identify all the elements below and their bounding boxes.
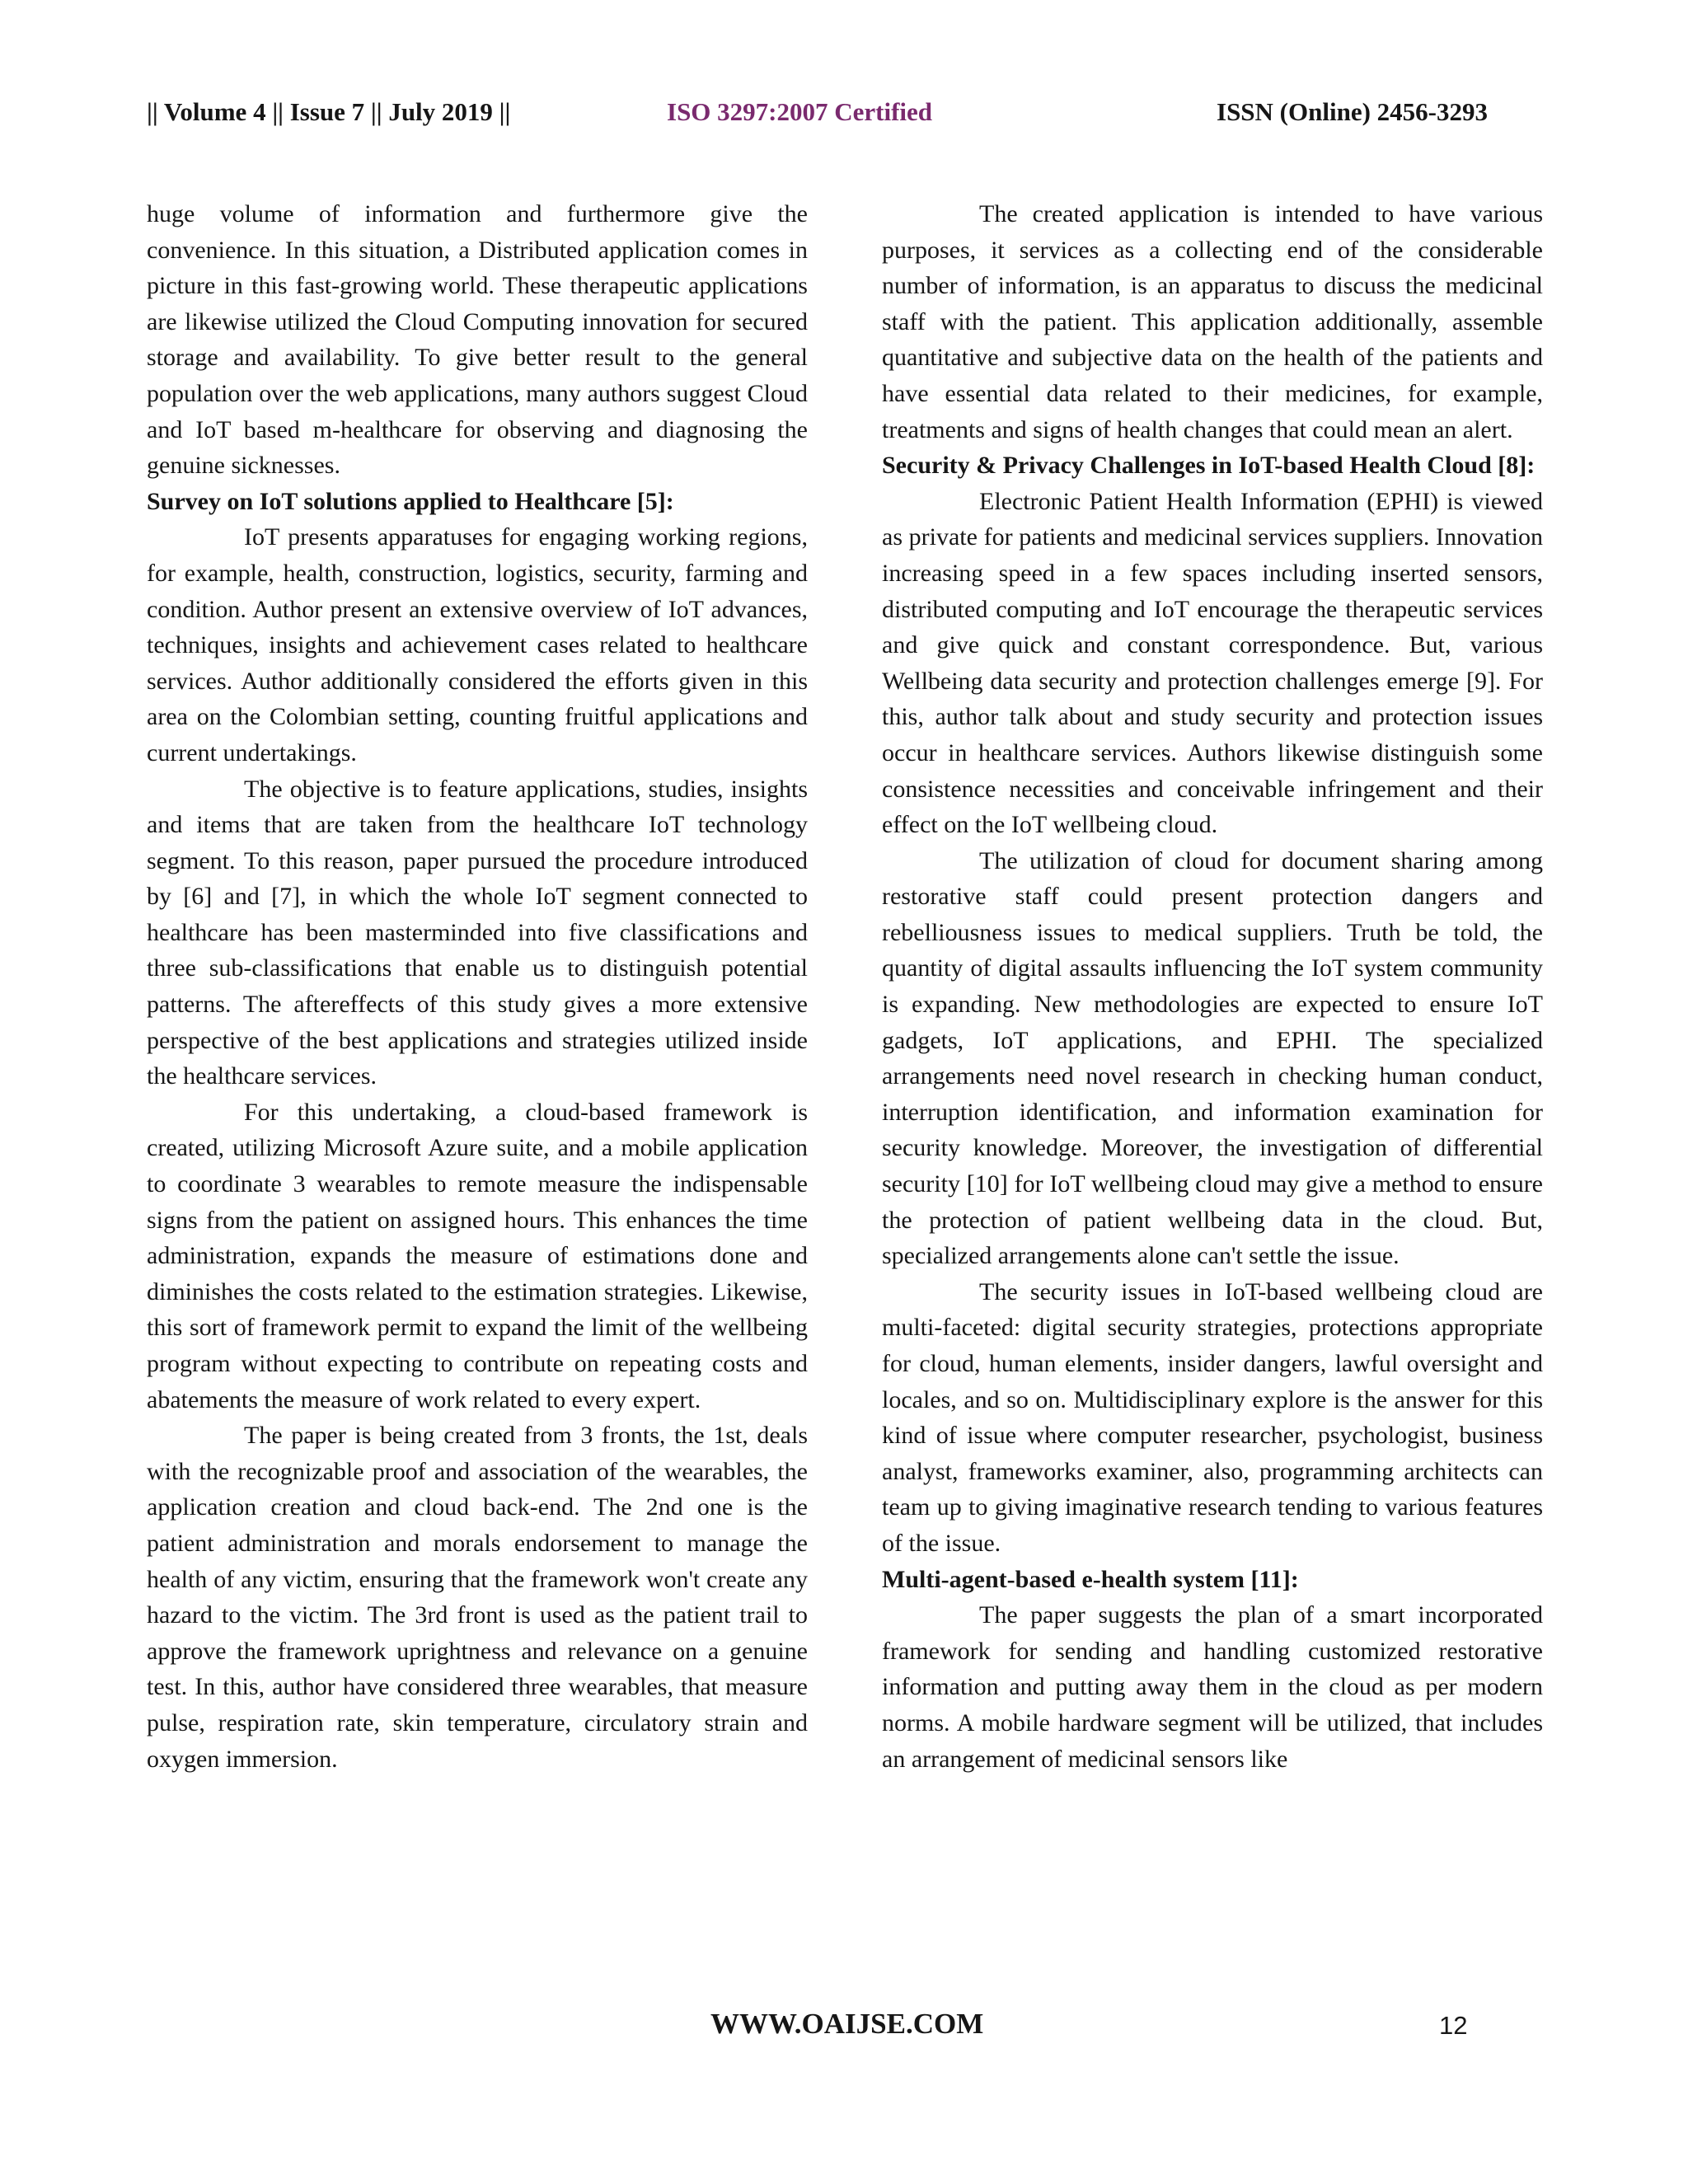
section-heading: Security & Privacy Challenges in IoT-based Health Cloud [8]:: [882, 452, 1536, 480]
paragraph: The security issues in IoT-based wellbeing cloud are multi-faceted: digital security strategies, protections appropriate for cloud, human elements, insider dangers, lawful oversight and locales, and so on. Multidisciplinary explore is the answer for this kind of issue where computer researcher, psychologist, business analyst, frameworks examiner, also, programming architects can team up to giving imaginative research tending to various features of the issue.: [882, 1277, 1543, 1557]
paragraph: Electronic Patient Health Information (EPHI) is viewed as private for patients and medicinal services suppliers. Innovation increasing speed in a few spaces including inserted sensors, distributed computing and IoT encourage the therapeutic services and give quick and constant correspondence. But, various Wellbeing data security and protection challenges emerge [9]. For this, author talk about and study security and protection issues occur in healthcare services. Authors likewise distinguish some consistence necessities and conceivable infringement and their effect on the IoT wellbeing cloud.: [882, 487, 1543, 839]
paragraph: The objective is to feature applications, studies, insights and items that are taken from the healthcare IoT technology segment. To this reason, paper pursued the procedure introduced by [6] and [7], in which the whole IoT segment connected to healthcare has been masterminded into five classifications and three sub-classifications that enable us to distinguish potential patterns. The aftereffects of this study gives a more extensive perspective of the best applications and strategies utilized inside the healthcare services.: [147, 775, 808, 1090]
footer-website: WWW.OAIJSE.COM: [710, 2008, 984, 2040]
paragraph: The created application is intended to have various purposes, it services as a collecting end of the considerable number of information, is an apparatus to discuss the medicinal staff with the patient. This application additionally, assemble quantitative and subjective data on the health of the patients and have essential data related to their medicines, for example, treatments and signs of health changes that could mean an alert.: [882, 200, 1543, 443]
paragraph: The paper is being created from 3 fronts, the 1st, deals with the recognizable proof and association of the wearables, the application creation and cloud back-end. The 2nd one is the patient administration and morals endorsement to manage the health of any victim, ensuring that the framework won't create any hazard to the victim. The 3rd front is used as the patient trail to approve the framework uprightness and relevance on a genuine test. In this, author have considered three wearables, that measure pulse, respiration rate, skin temperature, circulatory strain and oxygen immersion.: [147, 1422, 808, 1773]
section-heading: Multi-agent-based e-health system [11]:: [882, 1565, 1299, 1593]
section-heading: Survey on IoT solutions applied to Healthcare [5]:: [147, 487, 674, 515]
paragraph: huge volume of information and furthermore give the convenience. In this situation, a Distributed application comes in picture in this fast-growing world. These therapeutic applications are likewise utilized the Cloud Computing innovation for secured storage and availability. To give better result to the general population over the web applications, many authors suggest Cloud and IoT based m-healthcare for observing and diagnosing the genuine sicknesses.: [147, 200, 808, 480]
header-certification: ISO 3297:2007 Certified: [667, 97, 933, 126]
right-column: [882, 196, 1543, 1777]
left-column: [147, 196, 808, 1777]
paragraph: IoT presents apparatuses for engaging working regions, for example, health, construction, logistics, security, farming and condition. Author present an extensive overview of IoT advances, techniques, insights and achievement cases related to healthcare services. Author additionally considered the efforts given in this area on the Colombian setting, counting fruitful applications and current undertakings.: [147, 523, 808, 766]
header-issn: ISSN (Online) 2456-3293: [1217, 97, 1488, 126]
paragraph: For this undertaking, a cloud-based framework is created, utilizing Microsoft Azure suite, and a mobile application to coordinate 3 wearables to remote measure the indispensable signs from the patient on assigned hours. This enhances the time administration, expands the measure of estimations done and diminishes the costs related to the estimation strategies. Likewise, this sort of framework permit to expand the limit of the wellbeing program without expecting to contribute on repeating costs and abatements the measure of work related to every expert.: [147, 1098, 808, 1413]
paragraph: The utilization of cloud for document sharing among restorative staff could present protection dangers and rebelliousness issues to medical suppliers. Truth be told, the quantity of digital assaults influencing the IoT system community is expanding. New methodologies are expected to ensure IoT gadgets, IoT applications, and EPHI. The specialized arrangements need novel research in checking human conduct, interruption identification, and information examination for security knowledge. Moreover, the investigation of differential security [10] for IoT wellbeing cloud may give a method to ensure the protection of patient wellbeing data in the cloud. But, specialized arrangements alone can't settle the issue.: [882, 846, 1543, 1270]
page-number: 12: [1439, 2011, 1468, 2040]
page-header: [147, 97, 1507, 134]
paragraph: The paper suggests the plan of a smart incorporated framework for sending and handling customized restorative information and putting away them in the cloud as per modern norms. A mobile hardware segment will be utilized, that includes an arrangement of medicinal sensors like: [882, 1601, 1543, 1773]
header-volume: || Volume 4 || Issue 7 || July 2019 ||: [147, 97, 511, 126]
